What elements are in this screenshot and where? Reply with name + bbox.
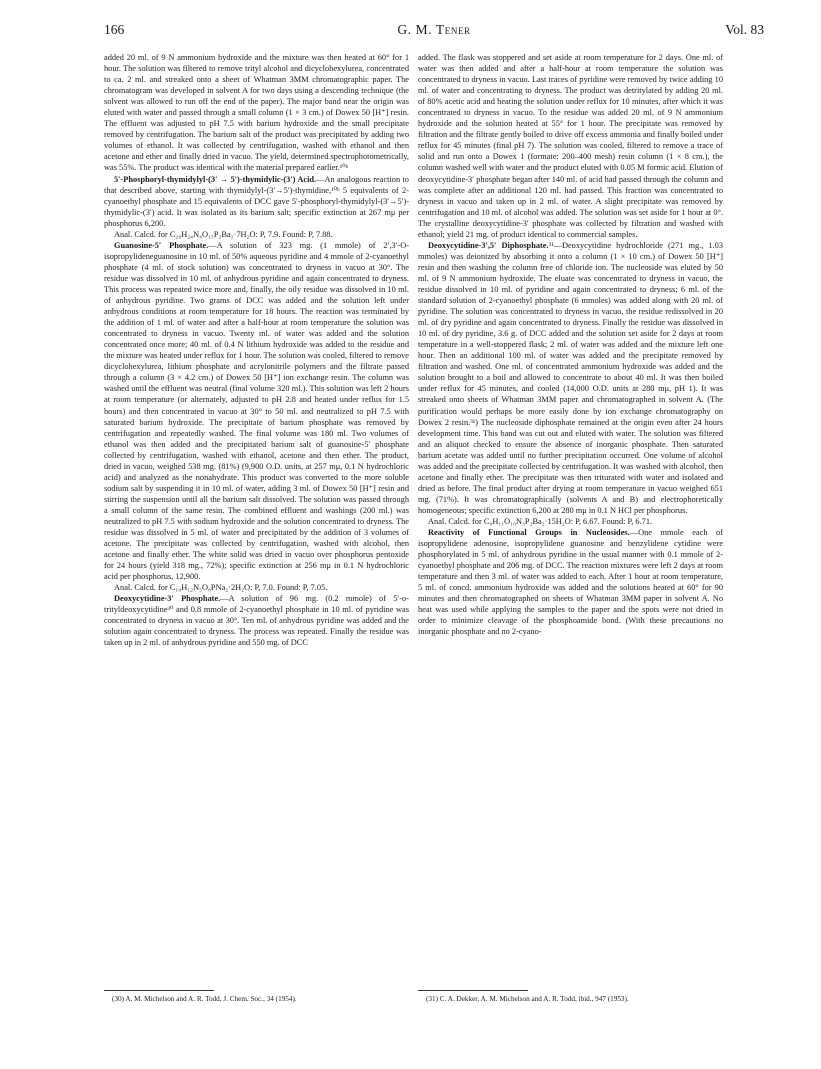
paragraph-text: —An analogous reaction to that described above, starting with thymidylyl-(3′→5′)-thymidine,¹⁰ᵇ 5 equivalents of 2-cyanoethyl phosphate and 15 equivalents of DCC gave 5′-phosphoryl-thymidylyl-(3′→5′)-thymidylic-(3′) acid. It was isolated as its barium salt; specific extinction at 267 mμ per phosphorus 6,200. (104, 174, 409, 228)
analysis-line: Anal. Calcd. for C₉H₁₁O₁₀N₃P₂Ba₂·15H₂O: P, 6.67. Found: P, 6.71. (428, 516, 653, 526)
paragraph-text: —One mmole each of isopropylidene adenosine, isopropylidene guanosine and benzylidene cytidine were phosphorylated in 5 ml. of anhydrous pyridine in the usual manner with 0.1 mmole of 2-cyanoethyl phosphate and 206 mg. of DCC. The reaction mixtures were left 2 days at room temperature and then 3 ml. of water was added to each. After 1 hour at room temperature, 5 ml. of concd. ammonium hydroxide was added and the solutions heated at 60° for 90 minutes and then chromatographed on sheets of Whatman 3MM paper in solvent A. No heat was used while applying the samples to the paper and the spots were not dried in order to minimize cleavage of the phosphoamide bond. (With these precautions no inorganic phosphate and no 2-cyano- (418, 528, 723, 637)
paragraph-text: —A solution of 96 mg. (0.2 mmole) of 5′-o-trityldeoxycytidine³⁰ and 0.8 mmole of 2-cyanoethyl phosphate in 10 ml. of pyridine was concentrated to dryness in vacuo at 30°. Ten ml. of anhydrous pyridine was added and the solution again concentrated to dryness. The process was repeated. Finally the residue was taken up in 2 ml. of anhydrous pyridine and 550 mg. of DCC (104, 594, 409, 648)
section-heading: Guanosine-5′ Phosphate. (114, 240, 209, 250)
footnote-rule (104, 990, 214, 991)
section-heading: Reactivity of Functional Groups in Nucleosides. (428, 528, 630, 538)
footnote-left (104, 990, 409, 1004)
analysis-line: Anal. Calcd. for C₂₀H₂₄N₄O₁₅P₂Ba₂·7H₂O: P, 7.9. Found: P, 7.88. (114, 229, 333, 239)
paragraph (418, 240, 723, 516)
paragraph (104, 240, 409, 582)
footnote-rule (418, 990, 528, 991)
paragraph (418, 527, 723, 637)
right-column (418, 52, 723, 637)
section-heading: Deoxycytidine-3′,5′ Diphosphate. (428, 240, 549, 250)
volume-label: Vol. 83 (725, 22, 764, 37)
paragraph (104, 174, 409, 229)
left-column (104, 52, 409, 649)
page-number: 166 (104, 22, 125, 37)
footnote-31: (31) C. A. Dekker, A. M. Michelson and A. R. Todd, ibid., 947 (1953). (426, 995, 629, 1003)
paragraph: added. The flask was stoppered and set aside at room temperature for 2 days. One ml. of water was then added and after a half-hour at room temperature the solution was concentrated to dryness in vacuo. Last traces of pyridine were removed by twice adding 10 ml. of water and concentrating to dryness. The product was detritylated by adding 20 ml. of 80% acetic acid and heating the solution under reflux for 10 minutes, after which it was concentrated to dryness in vacuo. To the residue was added 20 ml. of 9 N ammonium hydroxide and the solution heated at 55° for 1 hour. The precipitate was removed by filtration and the filtrate gently boiled to drive off excess ammonia and finally boiled under reflux for 45 minutes (final pH 7). The solution was cooled, filtered to remove a trace of solid and run onto a Dowex 1 (formate: 200–400 mesh) resin column (1 × 8 cm.), the column washed well with water and the product eluted with 0.05 M formic acid. Elution of deoxycytidine-3′ phosphate began after 140 ml. of acid had passed through the column and was complete after an additional 120 ml. had passed. This fraction was concentrated to dryness in vacuo and taken up in 2 ml. of water. A slight precipitate was removed by centrifugation and 10 ml. of alcohol was added. The solution was set aside for 1 hour at 0°. The crystalline deoxycytidine-3′ phosphate was collected by filtration and washed with ethanol; yield 21 mg. of product identical to commercial samples. (418, 53, 723, 239)
paragraph: added 20 ml. of 9 N ammonium hydroxide and the mixture was then heated at 60° for 1 hour. The solution was filtered to remove trityl alcohol and dicyclohexylurea, concentrated to ca. 2 ml. and streaked onto a sheet of Whatman 3MM chromatographic paper. The chromatogram was developed in solvent A for two days using a descending technique (the solvent was allowed to run off the end of the paper). The major band near the origin was eluted with water and passed through a small column (1 × 3 cm.) of Dowex 50 [H⁺] resin. The effluent was adjusted to pH 7.5 with barium hydroxide and the small precipitate removed by centrifugation. The barium salt of the product was precipitated by adding two volumes of ethanol. It was collected by centrifugation, washed with ethanol and then acetone and ether and finally dried in vacuo. The yield, determined spectrophotometrically, was 55%. The product was identical with the material prepared earlier.¹⁰ᵇ (104, 53, 409, 173)
section-heading: Deoxycytidine-3′ Phosphate. (114, 594, 221, 604)
running-title: G. M. Tener (397, 22, 471, 37)
paragraph (104, 593, 409, 648)
footnote-right (418, 990, 723, 1004)
page-header (104, 22, 764, 42)
analysis-line: Anal. Calcd. for C₁₀H₁₂N₅O₈PNa₂·2H₂O: P, 7.0. Found: P, 7.05. (114, 583, 328, 593)
paragraph-text: ³¹—Deoxycytidine hydrochloride (271 mg., 1.03 mmoles) was deionized by absorbing it onto a column (1 × 10 cm.) of Dowex 50 [H⁺] resin and then washing the column free of chloride ion. The nucleoside was eluted by 50 ml. of 9 N ammonium hydroxide. The eluate was concentrated to dryness in vacuo, the residue dissolved in 10 ml. of pyridine and again concentrated to dryness; 6 ml. of the standard solution of 2-cyanoethyl phosphate (6 mmoles) was added along with 20 ml. of pyridine. The solution was concentrated to dryness in vacuo, the residue redissolved in 20 ml. of dry pyridine and again concentrated to dryness. Finally the residue was dissolved in 10 ml. of dry pyridine, 3.6 g. of DCC added and the solution set aside for 2 days at room temperature in a well-stoppered flask; 2 ml. of water was added and the mixture left one hour. Then an additional 100 ml. of water was added and the precipitate removed by filtration and washed. One ml. of concentrated ammonium hydroxide was added and the solution brought to a boil and allowed to concentrate to about 40 ml. It was then boiled under reflux for 45 minutes, and cooled (14,000 O.D. units at 280 mμ, pH 1). It was streaked onto sheets of Whatman 3MM paper and chromatographed in solvent A. (The purification would perhaps be more easily done by ion exchange chromatography on Dowex 2 resin.³¹) The nucleoside diphosphate remained at the origin even after 24 hours development time. This band was cut out and eluted with water. The solution was filtered and an aliquot checked to ensure the absence of inorganic phosphate. Then saturated barium acetate was added until no further precipitation occurred. One volume of alcohol was added and the precipitate collected by centrifugation. It was washed with alcohol, then acetone and finally ether. The precipitate was then triturated with water and isolated and dried as before. The final product after drying at room temperature in vacuo weighed 651 mg. (71%). It was chromatographically (solvents A and B) and electrophoretically homogeneous; specific extinction 6,200 at 280 mμ in 0.1 N HCl per phosphorus. (418, 240, 723, 515)
footnote-30: (30) A. M. Michelson and A. R. Todd, J. Chem. Soc., 34 (1954). (112, 995, 297, 1003)
section-heading: 5′-Phosphoryl-thymidylyl-(3′ → 5′)-thymidylic-(3′) Acid. (114, 174, 317, 184)
paragraph-text: —A solution of 323 mg. (1 mmole) of 2′,3′-O-isopropylideneguanosine in 10 ml. of 50% aqueous pyridine and 4 mmole of 2-cyanoethyl phosphate (4 ml. of stock solution) was concentrated to dryness in vacuo at 30°. The residue was dissolved in 10 ml. of anhydrous pyridine and again concentrated to dryness. This process was repeated twice more and, finally, the oily residue was dissolved in 10 ml. of anhydrous pyridine. Two grams of DCC was added and the solution left under anhydrous conditions at room temperature for 18 hours. The reaction was terminated by the addition of 1 ml. of water and after a half-hour at room temperature the solution was concentrated to dryness in vacuo. Twenty ml. of water was added and the solution concentrated once more; 40 ml. of 0.4 N lithium hydroxide was added to the residue and the mixture was heated under reflux for 1 hour. The solution was cooled, filtered to remove dicyclohexylurea, lithium phosphate and acrylonitrile polymers and the filtrate passed through a column (3 × 4.2 cm.) of Dowex 50 [H⁺] ion exchange resin. The column was washed until the effluent was neutral (final volume 320 ml.). This solution was left 2 hours at room temperature (or alternately, adjusted to pH 2.8 and heated under reflux for 1.5 hours) and then concentrated in vacuo at 30° to 50 ml. and neutralized to pH 7.5 with saturated barium hydroxide. The precipitate of barium phosphate was removed by centrifugation and repeatedly washed. The final volume was 180 ml. Two volumes of ethanol was then added and the precipitated barium salt of guanosine-5′ phosphate collected by centrifugation, washed with ethanol, acetone and then ether. The product, dried in vacuo, weighed 538 mg. (81%) (9,900 O.D. units, at 257 mμ, 0.1 N hydrochloric acid) and analyzed as the nonahydrate. This product was converted to the more soluble sodium salt by suspending it in 10 ml. of water, adding 3 ml. of Dowex 50 [H⁺] resin and stirring the suspension until all the barium salt dissolved. The solution was passed through a small column of the same resin. The combined effluent and washings (200 ml.) was neutralized to pH 7.5 with sodium hydroxide and the solution concentrated to dryness. The residue was dissolved in 5 ml. of water and precipitated by the addition of 3 volumes of acetone. The precipitate was collected by centrifugation, washed with alcohol, then acetone and finally ether. The white solid was dried in vacuo over phosphorus pentoxide for 24 hours (yield 318 mg., 72%); specific extinction at 256 mμ in 0.1 N hydrochloric acid per phosphorus, 12,900. (104, 240, 409, 582)
